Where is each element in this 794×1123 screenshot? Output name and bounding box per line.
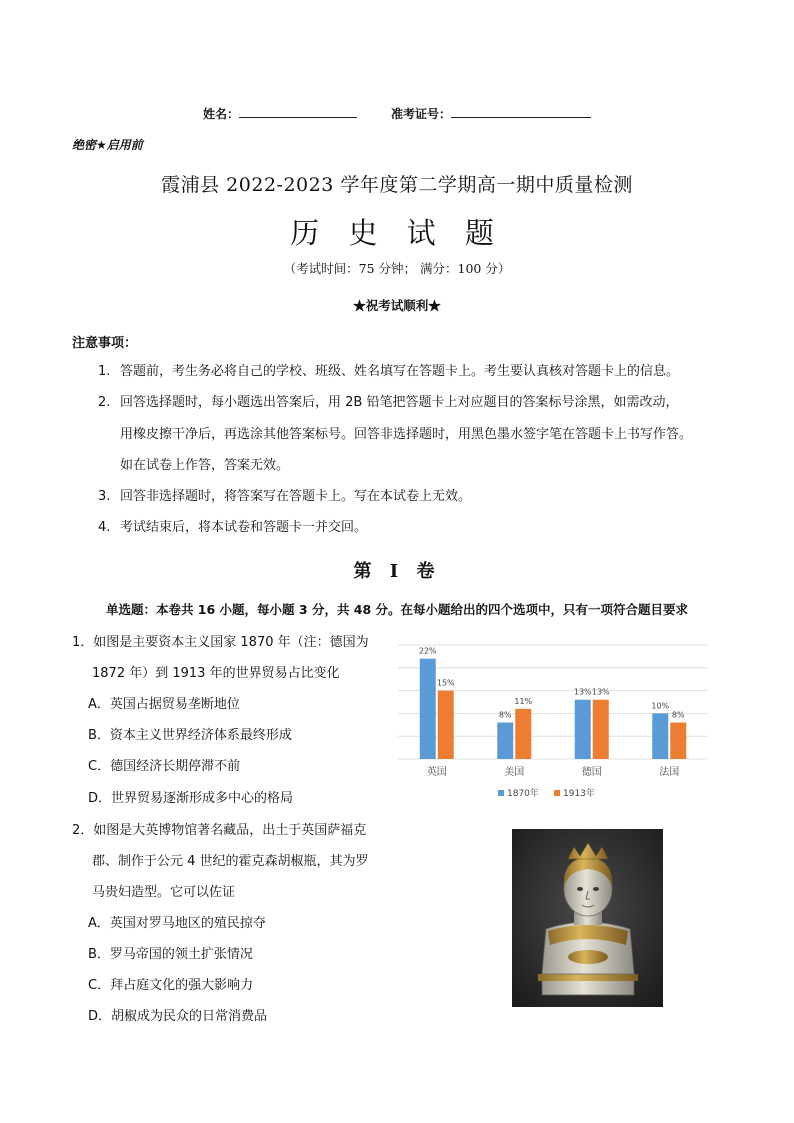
option-c[interactable]: C．拜占庭文化的强大影响力 — [88, 978, 254, 993]
trade-share-chart — [392, 635, 714, 807]
exam-info: （考试时间：75 分钟； 满分：100 分） — [283, 261, 511, 276]
question-stem-continued: 马贵妇造型。它可以佐证 — [92, 885, 236, 900]
data-label: 8% — [498, 710, 512, 720]
candidate-info-row — [0, 104, 794, 122]
note-number: 4. — [98, 520, 111, 535]
category-label: 英国 — [426, 767, 447, 778]
question-stem-continued: 1872 年）到 1913 年的世界贸易占比变化 — [92, 666, 340, 681]
question-stem: 2．如图是大英博物馆著名藏品，出土于英国萨福克 — [72, 823, 367, 838]
section-title: 第 Ⅰ 卷 — [353, 561, 441, 582]
name-blank[interactable] — [239, 104, 357, 118]
option-d[interactable]: D．世界贸易逐渐形成多中心的格局 — [88, 791, 294, 806]
note-text: 回答选择题时，每小题选出答案后，用 2B 铅笔把答题卡上对应题目的答案标号涂黑，如需改动， — [120, 395, 679, 410]
note-text: 考试结束后，将本试卷和答题卡一并交回。 — [120, 520, 368, 535]
data-label: 8% — [671, 710, 685, 720]
option-a[interactable]: A．英国对罗马地区的殖民掠夺 — [88, 916, 266, 931]
note-text: 答题前，考生务必将自己的学校、班级、姓名填写在答题卡上。考生要认真核对答题卡上的信息。 — [120, 364, 680, 379]
data-label: 13% — [591, 687, 610, 697]
hoxne-pepper-pot-image — [512, 829, 663, 1007]
chart-bar — [497, 723, 513, 759]
category-label: 美国 — [504, 767, 525, 778]
chart-bar — [420, 659, 436, 759]
option-b[interactable]: B．资本主义世界经济体系最终形成 — [88, 728, 292, 743]
exam-title: 霞浦县 2022-2023 学年度第二学期高一期中质量检测 — [161, 174, 633, 196]
question-stem-continued: 郡、制作于公元 4 世纪的霍克森胡椒瓶，其为罗 — [92, 854, 369, 869]
note-text: 回答非选择题时，将答案写在答题卡上。写在本试卷上无效。 — [120, 489, 472, 504]
chart-bar — [515, 709, 531, 759]
subject-title: 历 史 试 题 — [290, 216, 504, 250]
note-number: 3. — [98, 489, 111, 504]
legend-swatch — [554, 790, 560, 796]
section-instructions: 单选题：本卷共 16 小题，每小题 3 分，共 48 分。在每小题给出的四个选项中，只有一项符合题目要求 — [105, 602, 689, 617]
option-a[interactable]: A．英国占据贸易垄断地位 — [88, 697, 240, 712]
good-luck-note: ★祝考试顺利★ — [353, 298, 441, 313]
legend-label: 1870年 — [507, 789, 539, 799]
note-item — [98, 356, 738, 387]
option-b[interactable]: B．罗马帝国的领土扩张情况 — [88, 947, 253, 962]
name-label: 姓名： — [202, 107, 239, 121]
note-item — [98, 481, 738, 512]
data-label: 10% — [651, 701, 670, 711]
note-item — [98, 387, 738, 418]
note-text-continued: 如在试卷上作答，答案无效。 — [120, 458, 290, 473]
confidential-label: 绝密★启用前 — [72, 138, 143, 152]
category-label: 法国 — [659, 767, 680, 778]
exam-id-label: 准考证号： — [391, 107, 452, 121]
data-label: 22% — [418, 646, 437, 656]
option-d[interactable]: D．胡椒成为民众的日常消费品 — [88, 1009, 268, 1024]
note-item — [98, 512, 738, 543]
legend-label: 1913年 — [563, 789, 595, 799]
category-label: 德国 — [581, 767, 602, 778]
note-text-continued: 用橡皮擦干净后，再选涂其他答案标号。回答非选择题时，用黑色墨水签字笔在答题卡上书写作答。 — [120, 427, 693, 442]
chart-bar — [575, 700, 591, 759]
data-label: 11% — [514, 696, 533, 706]
legend-swatch — [498, 790, 504, 796]
question-stem: 1．如图是主要资本主义国家 1870 年（注：德国为 — [72, 635, 369, 650]
chart-bar — [670, 723, 686, 759]
data-label: 15% — [436, 678, 455, 688]
chart-bar — [438, 691, 454, 759]
exam-id-blank[interactable] — [451, 104, 591, 118]
note-number: 1. — [98, 364, 111, 379]
notes-title: 注意事项： — [72, 336, 138, 351]
option-c[interactable]: C．德国经济长期停滞不前 — [88, 759, 241, 774]
data-label: 13% — [573, 687, 592, 697]
chart-bar — [652, 713, 668, 759]
chart-bar — [593, 700, 609, 759]
note-number: 2. — [98, 395, 111, 410]
trade-share-chart-svg — [392, 635, 714, 807]
